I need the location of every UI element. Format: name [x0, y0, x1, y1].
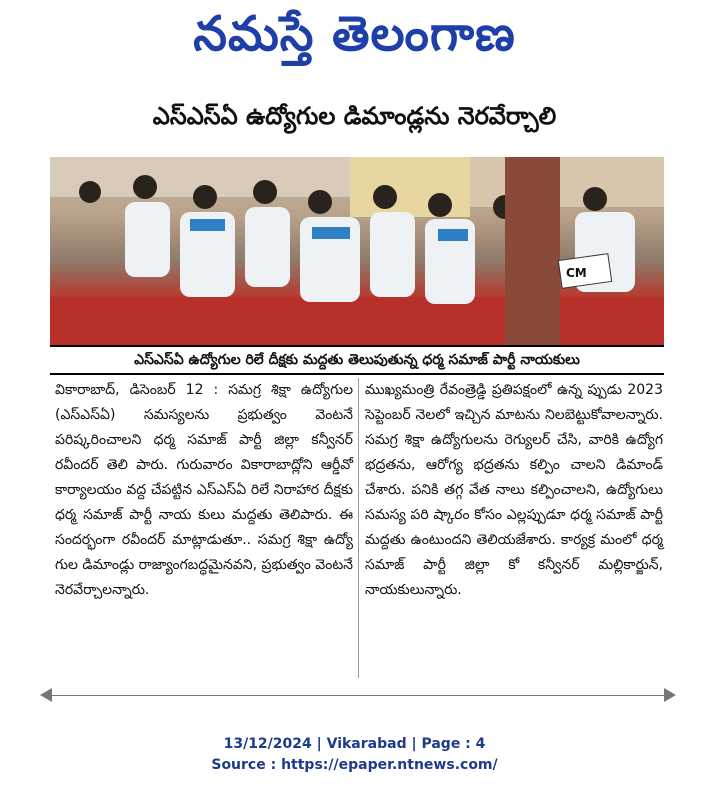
photo-caption: ఎస్ఎస్ఏ ఉద్యోగుల రిలే దీక్షకు మద్దతు తెలుపుతున్న ధర్మ సమాజ్ పార్టీ నాయకులు	[134, 352, 580, 368]
article-body-left-column: వికారాబాద్, డిసెంబర్ 12 : సమగ్ర శిక్షా ఉద్యోగుల (ఎస్ఎస్ఏ) సమస్యలను ప్రభుత్వం వెంటనే పరిష్కరించాలని ధర్మ సమాజ్ పార్టీ జిల్లా కన్వీనర్ రవీందర్ తెలి పారు. గురువారం వికారాబాద్లోని ఆర్డీవో కార్యాలయం వద్ద చేపట్టిన ఎస్ఎస్ఏ రిలే నిరాహార దీక్షకు ధర్మ సమాజ్ పార్టీ నాయ కులు మద్దతు తెలిపారు. ఈ సందర్భంగా రవీందర్ మాట్లాడుతూ.. సమగ్ర శిక్షా ఉద్యో గుల డిమాండ్లు రాజ్యాంగబద్ధమైనవని, ప్రభుత్వం వెంటనే నెరవేర్చాలన్నారు.	[55, 382, 353, 598]
masthead	[0, 0, 709, 78]
bottom-rule	[50, 695, 664, 696]
protest-photo-illustration	[50, 157, 664, 345]
edition-info: 13/12/2024 | Vikarabad | Page : 4	[223, 736, 486, 752]
newspaper-title: నమస్తే తెలంగాణ	[193, 6, 516, 62]
arrow-right-icon	[664, 688, 676, 702]
placard-text: CM	[566, 266, 587, 280]
source-link[interactable]: Source : https://epaper.ntnews.com/	[211, 757, 498, 773]
headline-bar	[10, 80, 699, 158]
photo-caption-bar	[50, 345, 664, 375]
article-body-right-column: ముఖ్యమంత్రి రేవంత్రెడ్డి ప్రతిపక్షంలో ఉన్న ప్పుడు 2023 సెప్టెంబర్ నెలలో ఇచ్చిన మాటను నిలబెట్టుకోవాలన్నారు. సమగ్ర శిక్షా ఉద్యోగులను రెగ్యులర్ చేసి, వారికి ఉద్యోగ భద్రతను, ఆరోగ్య భద్రతను కల్పిం చాలని డిమాండ్ చేశారు. పనికి తగ్గ వేత నాలు కల్పించాలని, ఉద్యోగులు సమస్య పరి ష్కారం కోసం ఎల్లప్పుడూ ధర్మ సమాజ్ పార్టీ మద్దతు ఉంటుందని తెలియజేశారు. కార్యక్ర మంలో ధర్మ సమాజ్ పార్టీ జిల్లా కో కన్వీనర్ మల్లికార్జున్, నాయకులున్నారు.	[365, 382, 663, 598]
article-photo	[50, 157, 664, 345]
column-divider	[358, 378, 359, 678]
article-headline: ఎస్ఎస్ఏ ఉద్యోగుల డిమాండ్లను నెరవేర్చాలి	[152, 102, 557, 130]
